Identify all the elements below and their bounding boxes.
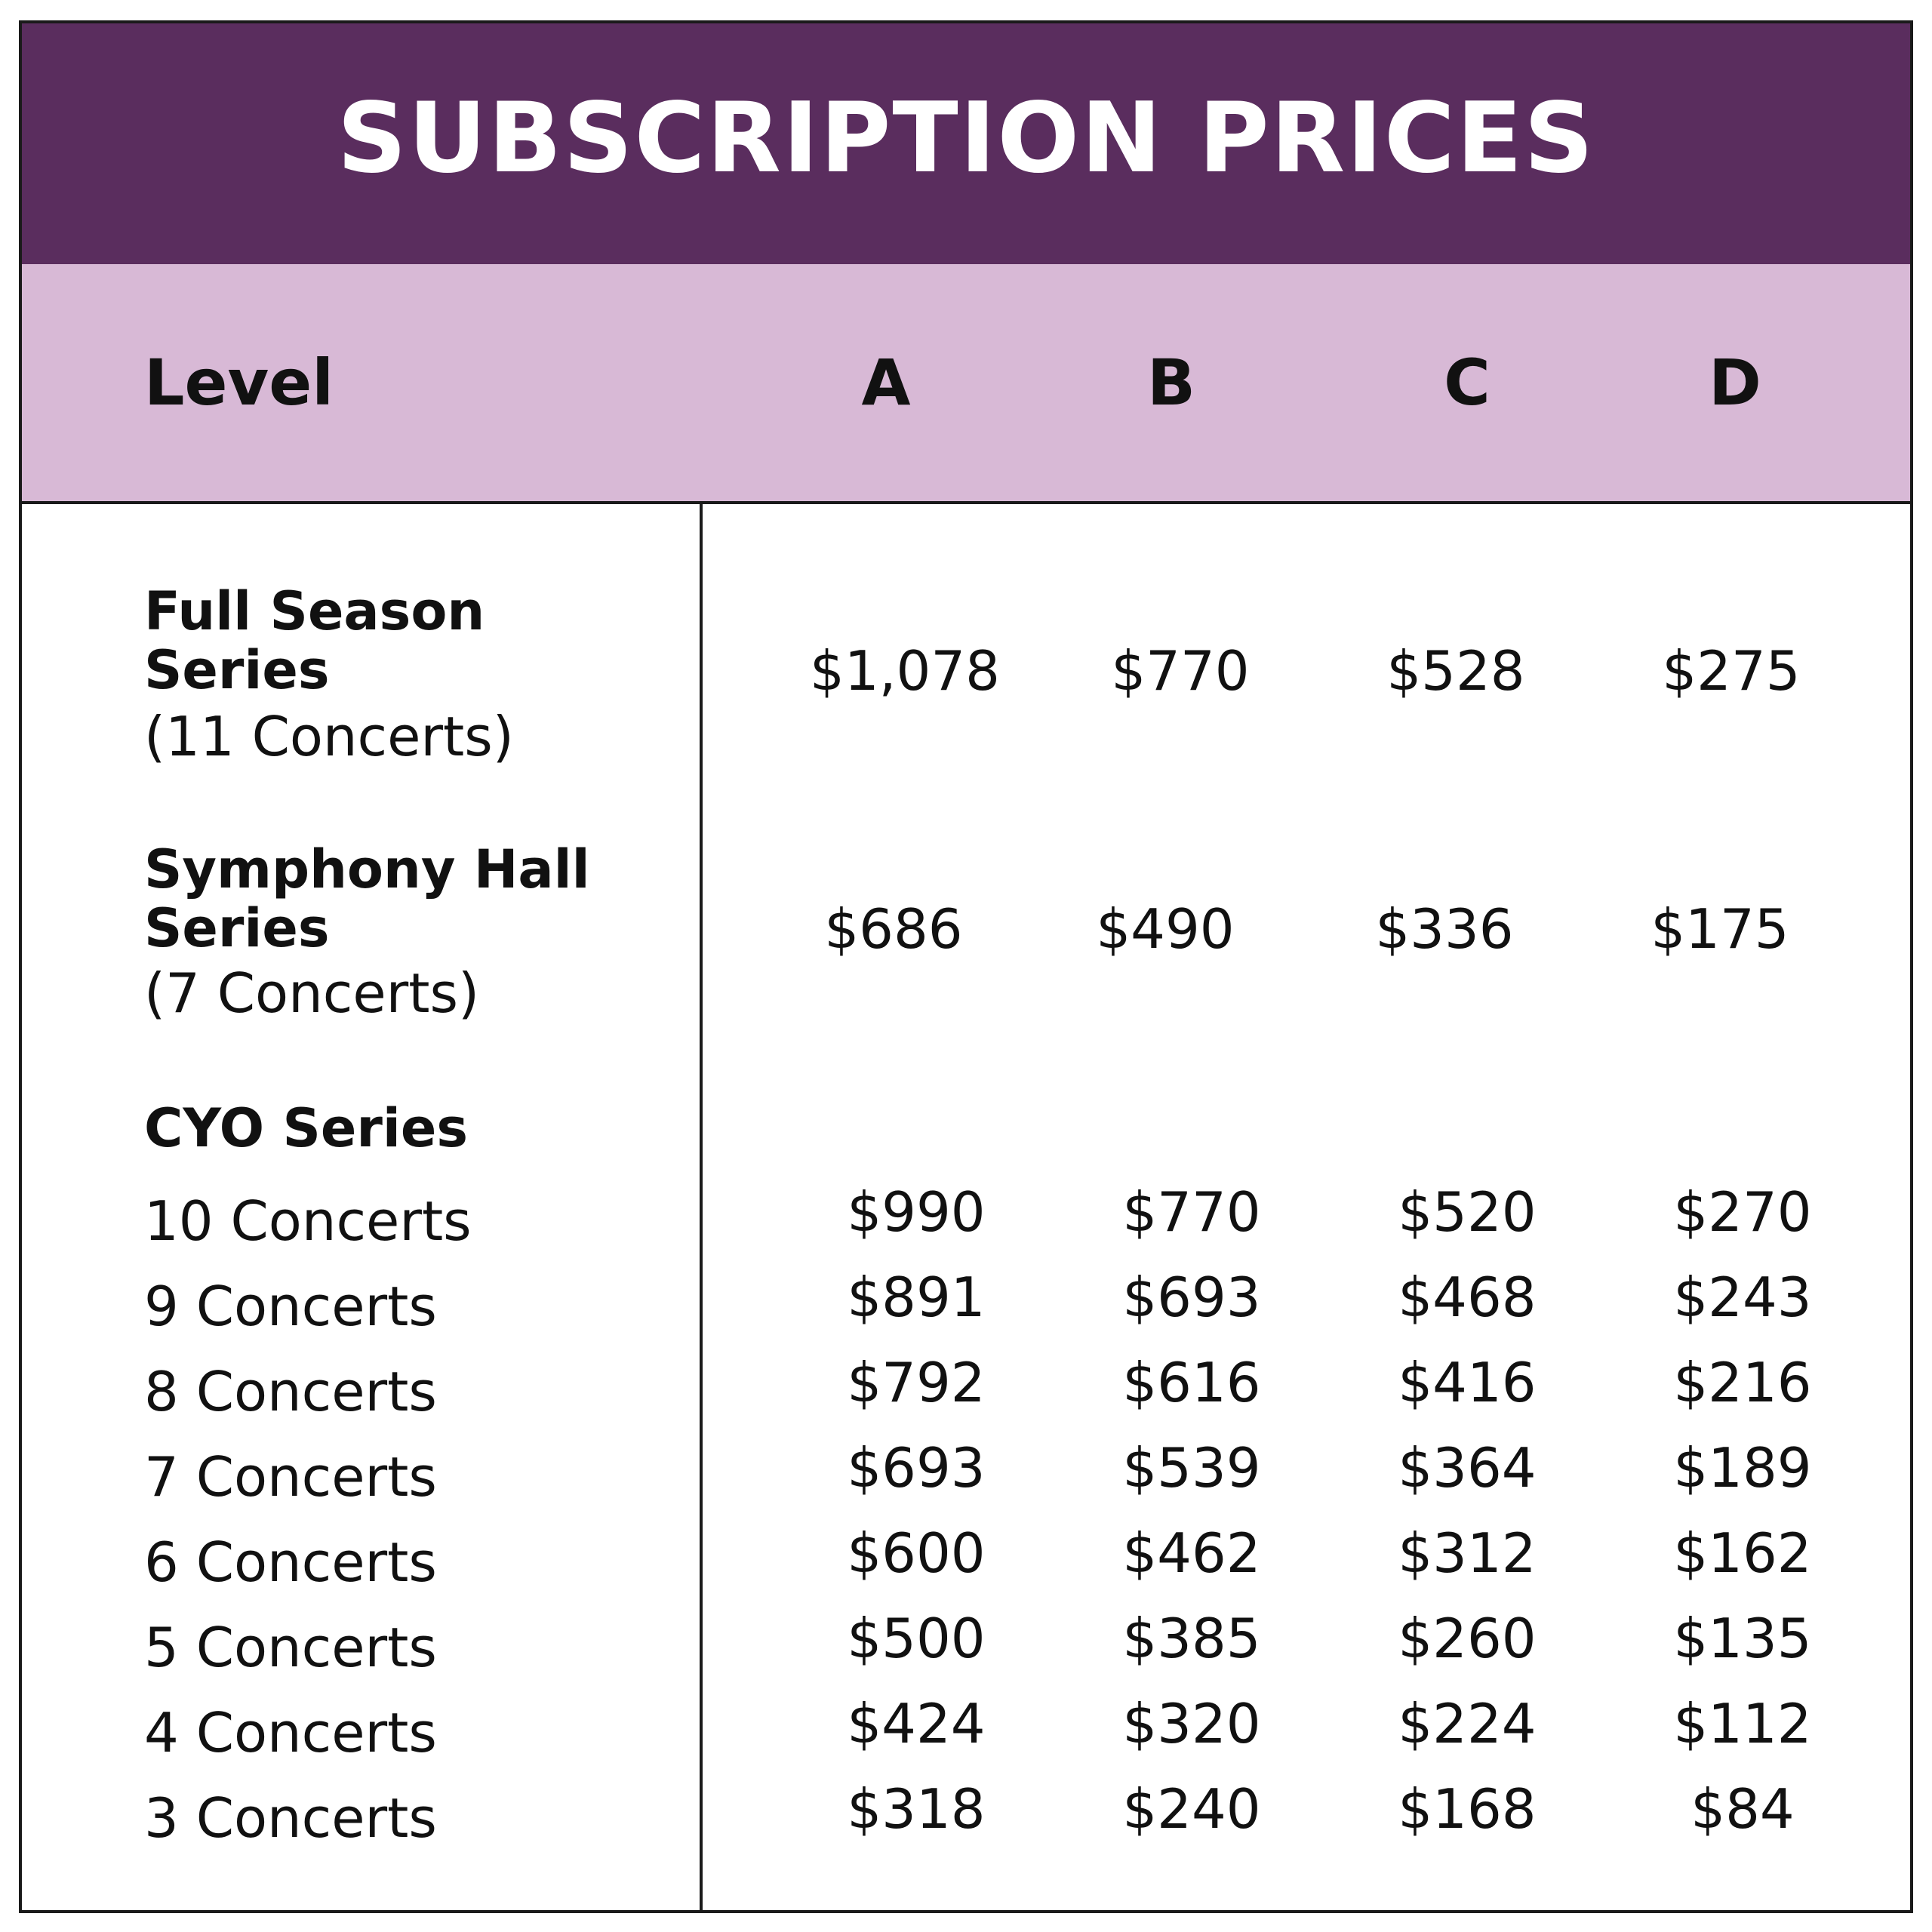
cyo-price-b: $385: [1122, 1607, 1261, 1670]
cyo-price-d: $112: [1673, 1692, 1812, 1755]
cyo-row-label: 10 Concerts: [144, 1189, 472, 1253]
cyo-price-d: $84: [1690, 1777, 1795, 1841]
cyo-price-d: $270: [1673, 1180, 1812, 1244]
symphony-hall-price-d: $175: [1651, 897, 1789, 961]
cyo-price-b: $462: [1122, 1521, 1261, 1585]
cyo-price-d: $135: [1673, 1607, 1812, 1670]
cyo-row-label: 4 Concerts: [144, 1701, 437, 1764]
cyo-price-a: $500: [847, 1607, 986, 1670]
symphony-hall-name-line2: Series: [144, 897, 330, 959]
full-season-price-d: $275: [1662, 639, 1801, 703]
cyo-row-label: 5 Concerts: [144, 1616, 437, 1679]
title-bar: [22, 23, 1910, 264]
cyo-price-c: $260: [1398, 1607, 1537, 1670]
cyo-price-c: $364: [1398, 1436, 1537, 1500]
cyo-price-b: $616: [1122, 1351, 1261, 1414]
column-header-b: B: [1146, 346, 1196, 420]
cyo-price-a: $424: [847, 1692, 986, 1755]
cyo-price-c: $312: [1398, 1521, 1537, 1585]
cyo-row-label: 8 Concerts: [144, 1360, 437, 1423]
cyo-row-label: 6 Concerts: [144, 1531, 437, 1594]
cyo-price-a: $693: [847, 1436, 986, 1500]
full-season-price-c: $528: [1386, 639, 1525, 703]
full-season-name-line1: Full Season: [144, 580, 485, 642]
cyo-price-c: $168: [1398, 1777, 1537, 1841]
cyo-price-b: $240: [1122, 1777, 1261, 1841]
cyo-price-a: $792: [847, 1351, 986, 1414]
cyo-price-c: $468: [1398, 1266, 1537, 1329]
cyo-row-label: 7 Concerts: [144, 1445, 437, 1509]
symphony-hall-price-a: $686: [824, 897, 963, 961]
cyo-series-name: CYO Series: [144, 1097, 468, 1159]
cyo-row-label: 3 Concerts: [144, 1786, 437, 1850]
cyo-price-a: $990: [847, 1180, 986, 1244]
cyo-price-d: $189: [1673, 1436, 1812, 1500]
level-header: Level: [144, 346, 334, 420]
symphony-hall-price-b: $490: [1096, 897, 1235, 961]
cyo-price-b: $693: [1122, 1266, 1261, 1329]
page-title: SUBSCRIPTION PRICES: [337, 82, 1595, 195]
full-season-count: (11 Concerts): [144, 705, 514, 768]
symphony-hall-price-c: $336: [1375, 897, 1514, 961]
cyo-price-d: $243: [1673, 1266, 1812, 1329]
cyo-row-label: 9 Concerts: [144, 1275, 437, 1338]
cyo-price-a: $600: [847, 1521, 986, 1585]
cyo-price-c: $224: [1398, 1692, 1537, 1755]
column-header-a: A: [861, 346, 911, 420]
full-season-name-line2: Series: [144, 639, 330, 701]
cyo-price-a: $318: [847, 1777, 986, 1841]
cyo-price-b: $320: [1122, 1692, 1261, 1755]
price-table: [19, 20, 1913, 1913]
column-divider: [700, 504, 703, 1913]
cyo-price-c: $520: [1398, 1180, 1537, 1244]
full-season-price-a: $1,078: [810, 639, 1000, 703]
column-header-c: C: [1444, 346, 1491, 420]
cyo-price-c: $416: [1398, 1351, 1537, 1414]
symphony-hall-count: (7 Concerts): [144, 961, 480, 1025]
column-header-row: [22, 264, 1910, 504]
column-header-d: D: [1709, 346, 1761, 420]
cyo-price-d: $162: [1673, 1521, 1812, 1585]
cyo-price-d: $216: [1673, 1351, 1812, 1414]
full-season-price-b: $770: [1111, 639, 1250, 703]
cyo-price-a: $891: [847, 1266, 986, 1329]
cyo-price-b: $539: [1122, 1436, 1261, 1500]
symphony-hall-name-line1: Symphony Hall: [144, 838, 590, 900]
cyo-price-b: $770: [1122, 1180, 1261, 1244]
